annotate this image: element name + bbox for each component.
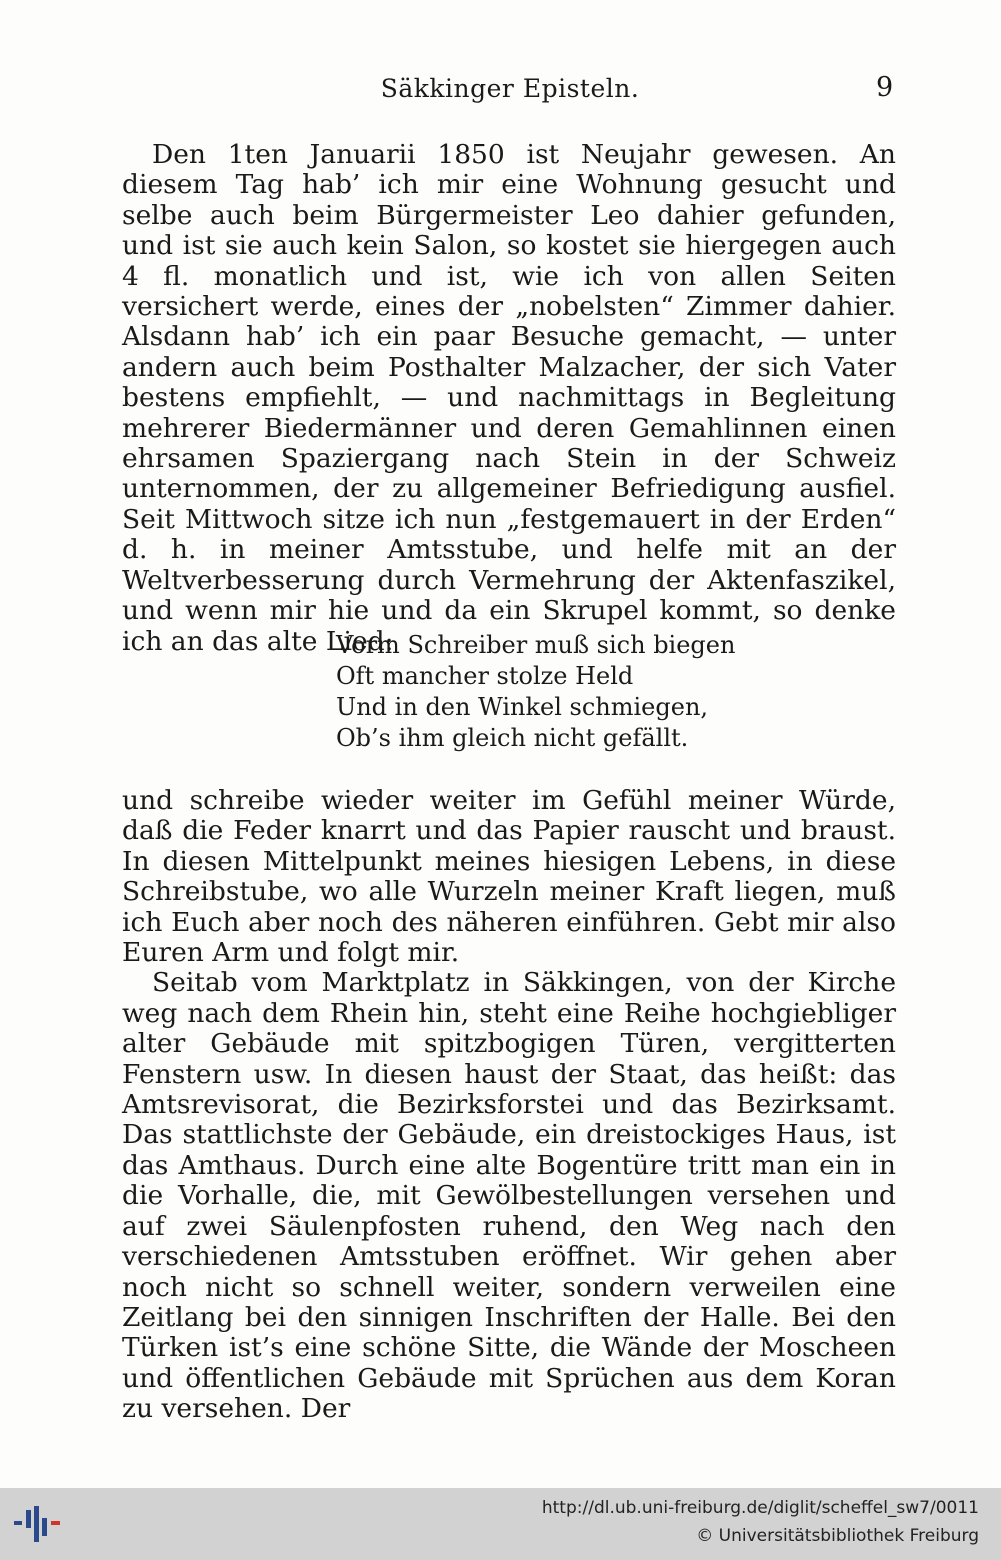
running-head: Säkkinger Episteln. — [380, 74, 640, 103]
verse-line: Ob’s ihm gleich nicht gefällt. — [336, 724, 689, 752]
viewer-footer — [0, 1488, 1001, 1560]
document-url[interactable]: http://dl.ub.uni-freiburg.de/diglit/scheffel_sw7/0011 — [541, 1498, 979, 1518]
paragraph-text: Den 1ten Januarii 1850 ist Neujahr gewesen. An diesem Tag hab’ ich mir eine Wohnung gesucht und selbe auch beim Bürgermeister Leo dahier gefunden, und ist sie auch kein Salon, so kostet sie hiergegen auch 4 fl. monatlich und ist, wie ich von allen Seiten versichert werde, eines der „nobelsten“ Zimmer dahier. Alsdann hab’ ich ein paar Besuche gemacht, — unter andern auch beim Posthalter Malzacher, der sich Vater bestens empfiehlt, — und nachmittags in Begleitung mehrerer Biedermänner und deren Gemahlinnen einen ehrsamen Spaziergang nach Stein in der Schweiz unternommen, der zu allgemeiner Befriedigung ausfiel. Seit Mittwoch sitze ich nun „festgemauert in der Erden“ d. h. in meiner Amtsstube, und helfe mit an der Weltverbesserung durch Vermehrung der Aktenfaszikel, und wenn mir hie und da ein Skrupel kommt, so denke ich an das alte Lied: — [122, 139, 896, 657]
verse-line: Und in den Winkel schmiegen, — [336, 693, 709, 721]
verse-line: Vorm Schreiber muß sich biegen — [336, 631, 736, 659]
copyright-notice: © Universitätsbibliothek Freiburg — [696, 1526, 979, 1546]
page-number: 9 — [876, 72, 894, 103]
paragraph-2 — [122, 786, 896, 1425]
ub-freiburg-logo-icon[interactable] — [14, 1502, 62, 1546]
paragraph-1 — [122, 140, 896, 657]
paragraph-text: Seitab vom Marktplatz in Säkkingen, von der Kirche weg nach dem Rhein hin, steht eine Reihe hochgiebliger alter Gebäude mit spitzbogigen Türen, vergitterten Fenstern usw. In diesen haust der Staat, das heißt: das Amtsrevisorat, die Bezirksforstei und das Bezirksamt. Das stattlichste der Gebäude, ein dreistockiges Haus, ist das Amthaus. Durch eine alte Bogentüre tritt man ein in die Vorhalle, die, mit Gewölbestellungen versehen und auf zwei Säulenpfosten ruhend, den Weg nach den verschiedenen Amtsstuben eröffnet. Wir gehen aber noch nicht so schnell weiter, sondern verweilen eine Zeitlang bei den sinnigen Inschriften der Halle. Bei den Türken ist’s eine schöne Sitte, die Wände der Moscheen und öffentlichen Gebäude mit Sprüchen aus dem Koran zu versehen. Der — [122, 967, 896, 1425]
paragraph-text: und schreibe wieder weiter im Gefühl meiner Würde, daß die Feder knarrt und das Papier rauscht und braust. In diesen Mittelpunkt meines hiesigen Lebens, in diese Schreibstube, wo alle Wurzeln meiner Kraft liegen, muß ich Euch aber noch des näheren einführen. Gebt mir also Euren Arm und folgt mir. — [122, 785, 896, 969]
verse-line: Oft mancher stolze Held — [336, 662, 634, 690]
verse-block — [336, 630, 756, 754]
